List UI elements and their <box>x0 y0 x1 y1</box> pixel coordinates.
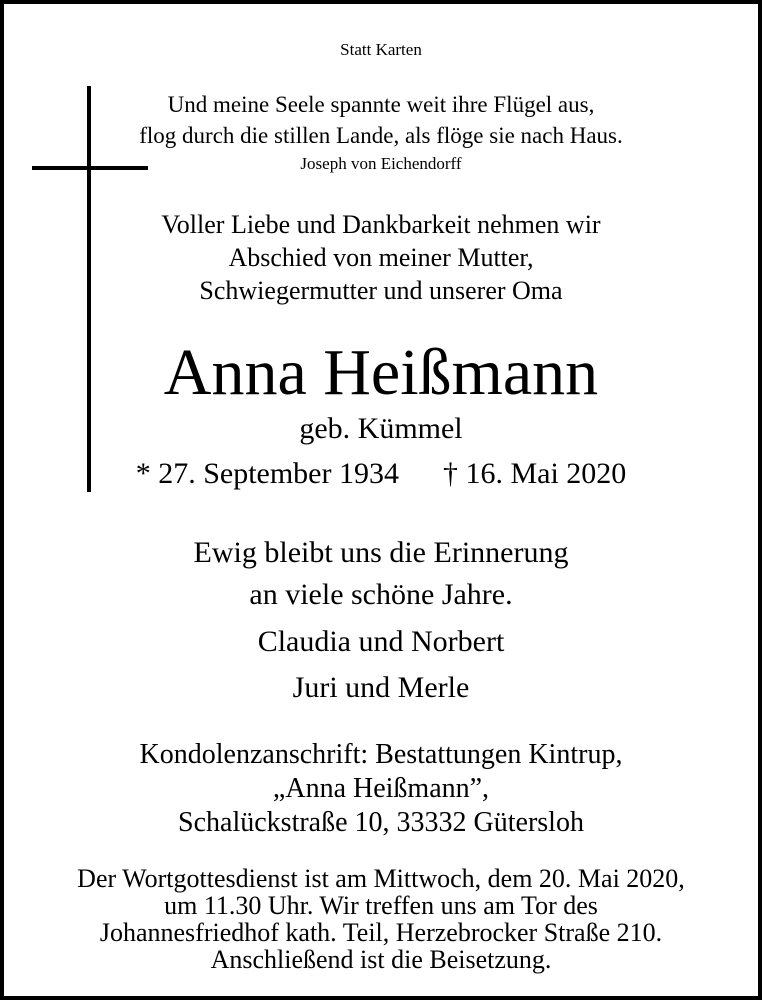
service-line-2: um 11.30 Uhr. Wir treffen uns am Tor des <box>164 891 598 920</box>
deceased-name: Anna Heißmann <box>163 336 599 409</box>
memory-line-1: Ewig bleibt uns die Erinnerung <box>193 536 569 569</box>
header-statt-karten: Statt Karten <box>340 40 422 59</box>
poem-author: Joseph von Eichendorff <box>300 154 462 173</box>
death-date: † 16. Mai 2020 <box>442 457 627 490</box>
family-line-1: Claudia und Norbert <box>257 625 505 658</box>
poem-line-1: Und meine Seele spannte weit ihre Flügel aus, <box>167 92 595 117</box>
intro-line-2: Abschied von meiner Mutter, <box>228 243 534 272</box>
intro-line-1: Voller Liebe und Dankbarkeit nehmen wir <box>161 210 601 239</box>
condolence-line-1: Kondolenzanschrift: Bestattungen Kintrup, <box>139 739 623 770</box>
intro-line-3: Schwiegermutter und unserer Oma <box>199 276 563 305</box>
poem-line-2: flog durch die stillen Lande, als flöge sie nach Haus. <box>139 123 623 148</box>
maiden-name: geb. Kümmel <box>299 412 463 445</box>
service-line-3: Johannesfriedhof kath. Teil, Herzebrocker Straße 210. <box>99 918 663 947</box>
birth-date: * 27. September 1934 <box>135 457 399 490</box>
life-dates <box>0 459 762 489</box>
service-line-4: Anschließend ist die Beisetzung. <box>210 945 552 974</box>
condolence-line-2: „Anna Heißmann”, <box>272 773 490 804</box>
memory-line-2: an viele schöne Jahre. <box>249 578 513 611</box>
service-line-1: Der Wortgottesdienst ist am Mittwoch, dem 20. Mai 2020, <box>77 864 685 893</box>
family-line-2: Juri und Merle <box>292 671 470 704</box>
condolence-line-3: Schalückstraße 10, 33332 Gütersloh <box>178 807 584 838</box>
